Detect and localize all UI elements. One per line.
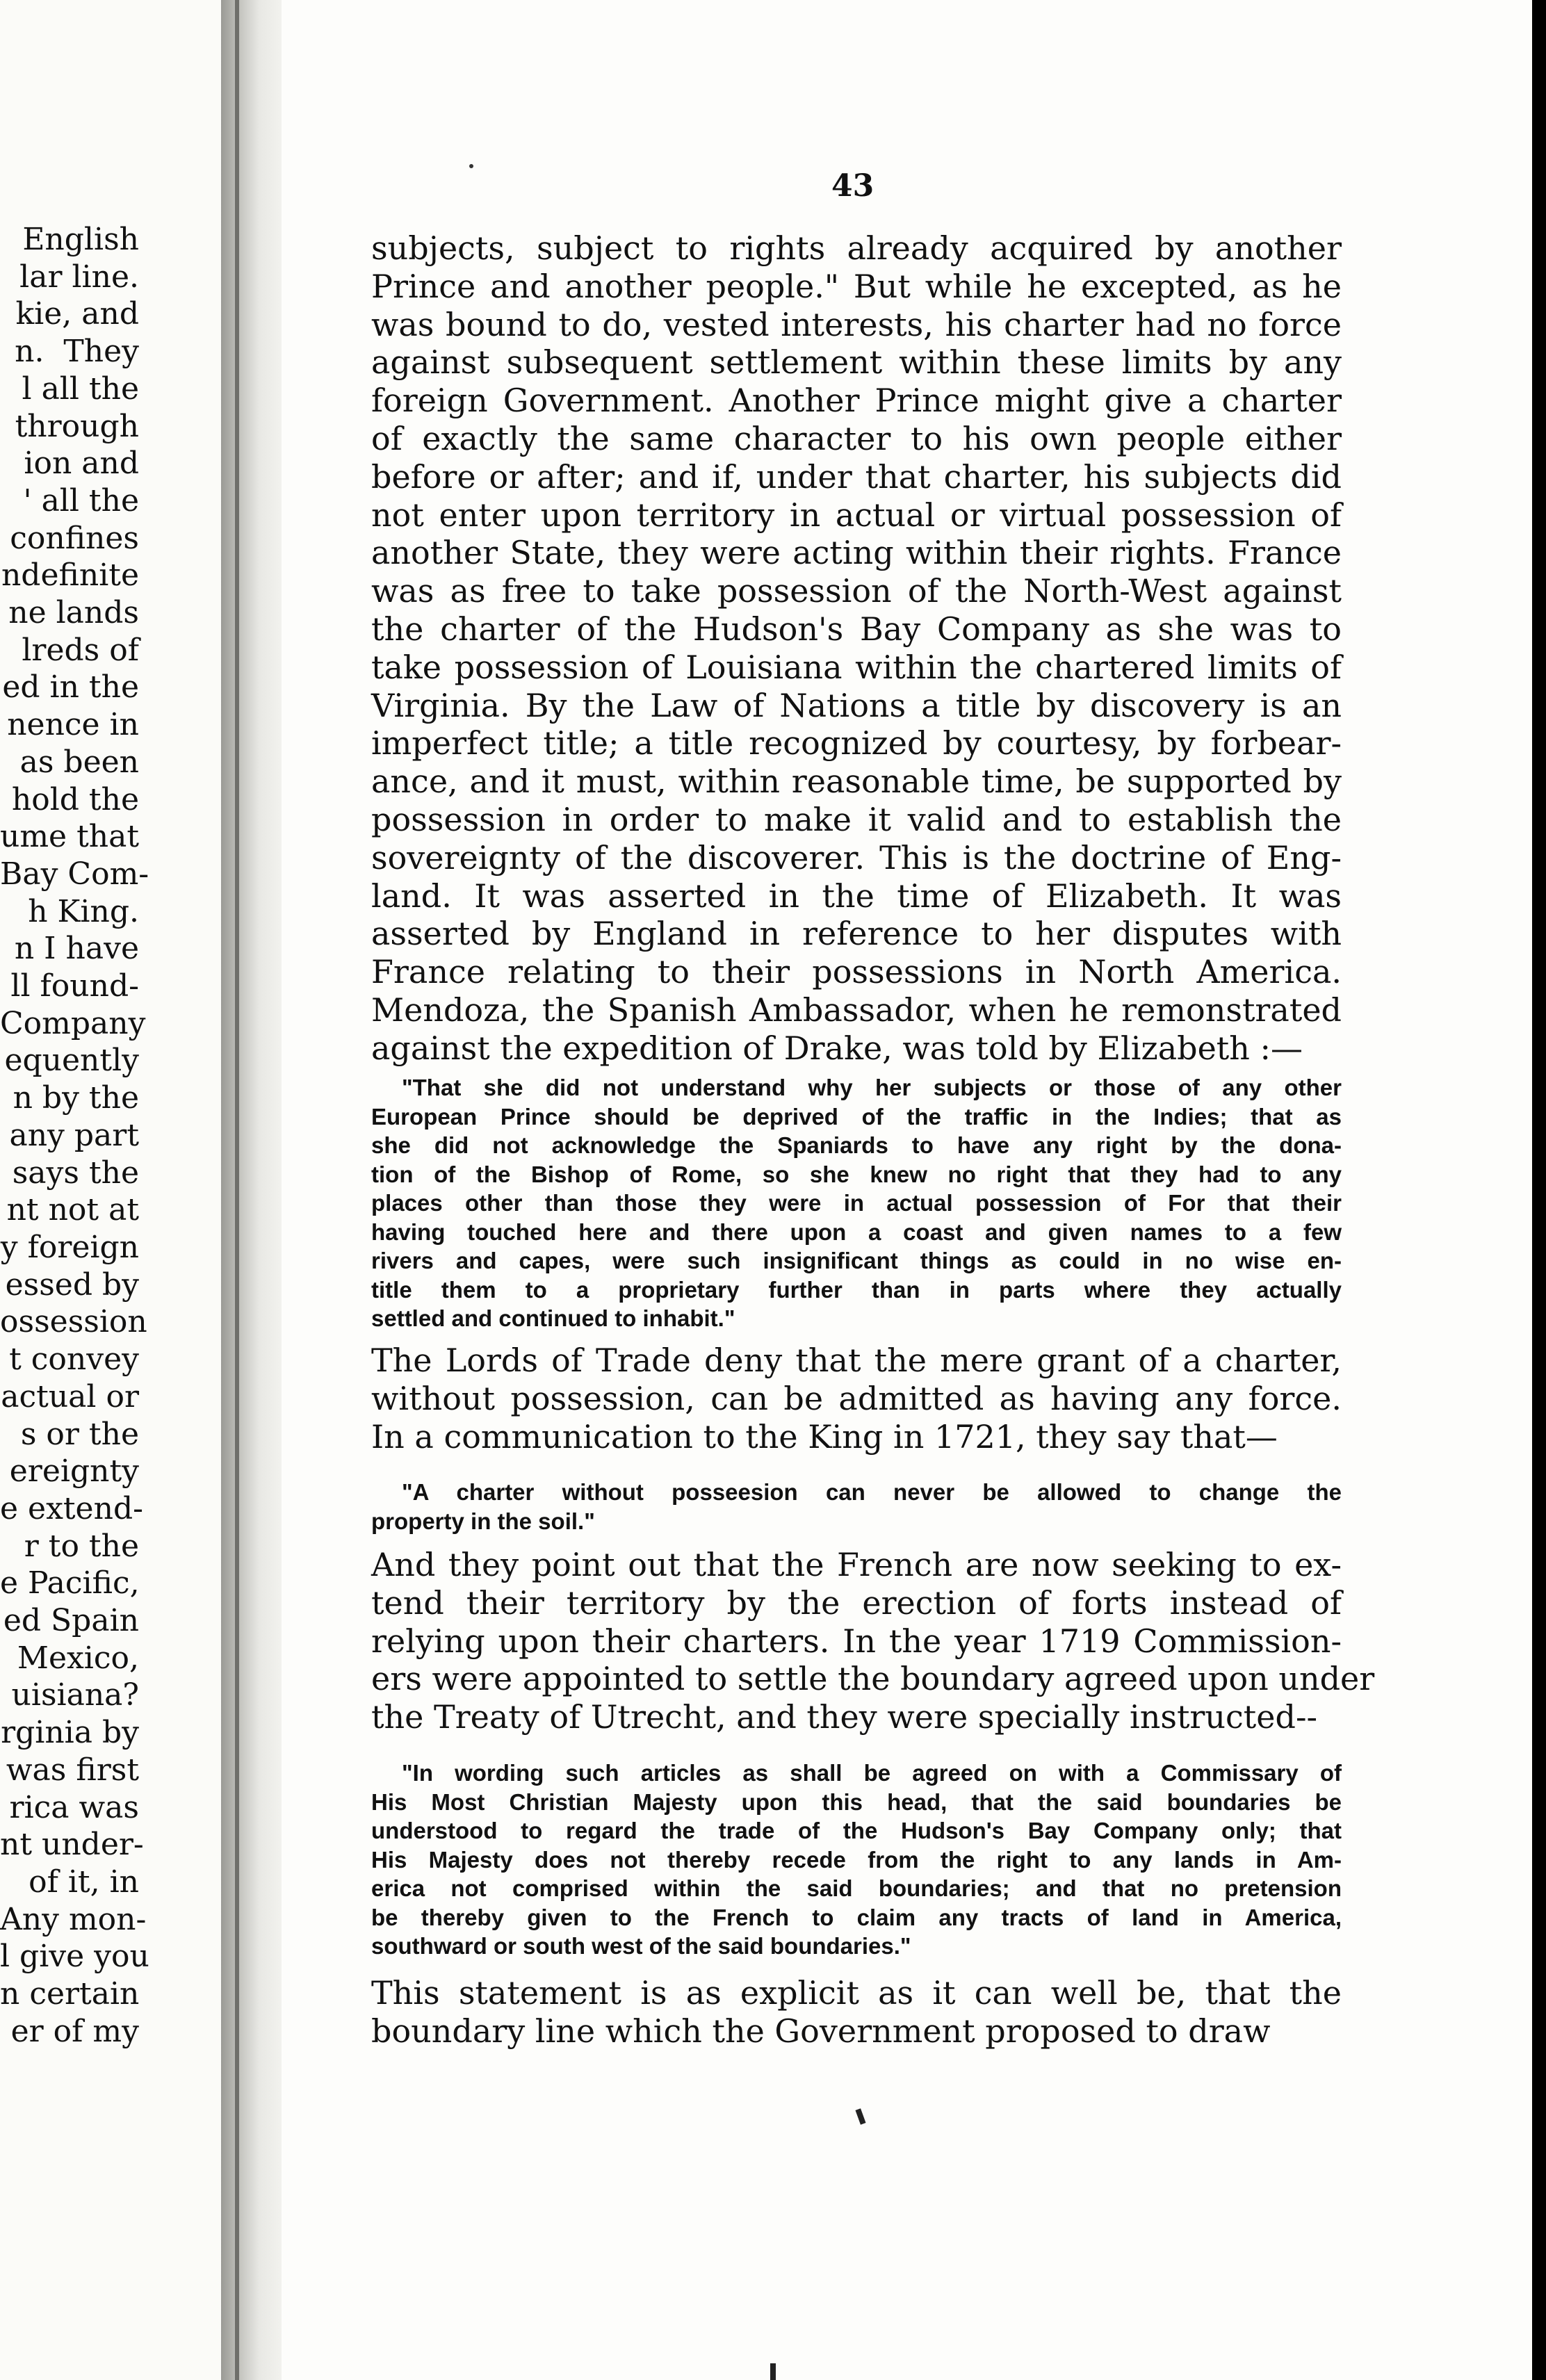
gutter-fold [235, 0, 239, 2380]
left-page-line: ed Spain [3, 1603, 139, 1639]
left-page-line: y foreign [0, 1229, 139, 1265]
left-page-line: e extend- [0, 1490, 143, 1526]
quote-line: "In wording such articles as shall be agreed on with a Commissary of [402, 1760, 1342, 1786]
text-line: the charter of the Hudson's Bay Company as she was to [371, 610, 1342, 648]
quote-line: understood to regard the trade of the Hudson's Bay Company only; that [371, 1818, 1342, 1843]
text-line: France relating to their possessions in North America. [371, 953, 1342, 991]
quote-line: rivers and capes, were such insignificant things as could in no wise en- [371, 1248, 1342, 1273]
text-line: Prince and another people." But while he excepted, as he [371, 267, 1342, 305]
left-page-line: rica was [9, 1789, 139, 1825]
text-line: imperfect title; a title recognized by courtesy, by forbear- [371, 724, 1342, 763]
left-page-line: s or the [20, 1416, 139, 1452]
text-line: was as free to take possession of the North-West against [371, 572, 1342, 610]
left-page [0, 0, 236, 2380]
left-page-line: lar line. [19, 259, 139, 295]
quote-line: property in the soil." [371, 1508, 595, 1534]
text-line: of exactly the same character to his own people either [371, 419, 1342, 457]
left-page-line: Any mon- [0, 1901, 147, 1937]
text-line: another State, they were acting within their rights. France [371, 534, 1342, 572]
left-page-line: ll found- [10, 968, 139, 1004]
left-page-line: er of my [10, 2013, 139, 2049]
left-page-line: uisiana? [11, 1677, 139, 1713]
left-page-line: essed by [5, 1266, 139, 1303]
left-page-line: says the [12, 1155, 139, 1191]
quote-line: southward or south west of the said boundaries." [371, 1933, 911, 1959]
scan-border [1532, 0, 1546, 2380]
quote-line: places other than those they were in actual possession of For that their [371, 1190, 1342, 1216]
left-page-line: lreds of [22, 632, 139, 668]
left-page-line: nt under- [0, 1827, 144, 1863]
quote-line: title them to a proprietary further than in parts where they actually [371, 1276, 1342, 1303]
left-page-text [0, 221, 149, 2050]
text-line: ance, and it must, within reasonable time, be supported by [371, 763, 1342, 801]
left-page-line: nt not at [6, 1192, 139, 1228]
scan-speck [770, 2363, 776, 2380]
left-page-line: l all the [22, 370, 139, 407]
quote-line: settled and continued to inhabit." [371, 1305, 735, 1331]
quote-line: having touched here and there upon a coast and given names to a few [371, 1218, 1342, 1245]
book-gutter [221, 0, 291, 2380]
left-page-line: as been [19, 744, 139, 780]
text-line: tend their territory by the erection of forts instead of [371, 1583, 1342, 1622]
left-page-line: through [15, 408, 139, 444]
left-page-line: Bay Com- [0, 856, 149, 892]
scan-speck [469, 164, 473, 168]
text-line: not enter upon territory in actual or virtual possession of [371, 496, 1342, 534]
text-line: sovereignty of the discoverer. This is the doctrine of Eng- [371, 838, 1342, 877]
text-line: asserted by England in reference to her disputes with [371, 915, 1342, 953]
left-page-line: t convey [9, 1342, 139, 1378]
left-page-line: ume that [0, 819, 140, 855]
left-page-line: n. They [15, 334, 139, 370]
text-line: against subsequent settlement within these limits by any [371, 343, 1342, 382]
text-line: foreign Government. Another Prince might give a charter [371, 382, 1342, 420]
left-page-line: ndefinite [1, 557, 139, 594]
left-page-line: e Pacific, [0, 1565, 140, 1601]
text-line: was bound to do, vested interests, his charter had no force [371, 305, 1342, 343]
text-line: subjects, subject to rights already acquired by another [371, 229, 1342, 267]
text-line: Mendoza, the Spanish Ambassador, when he remonstrated [371, 991, 1342, 1029]
left-page-line: English [22, 222, 139, 257]
block-quote [371, 1073, 1342, 1333]
text-line: against the expedition of Drake, was told by Elizabeth :— [371, 1029, 1303, 1067]
paragraph [371, 1342, 1342, 1456]
paragraph [371, 229, 1342, 1068]
text-line: ers were appointed to settle the boundary agreed upon under [371, 1660, 1375, 1698]
block-quote [371, 1759, 1342, 1961]
left-page-line: actual or [1, 1378, 139, 1415]
left-page-line: Company [0, 1005, 146, 1041]
paragraph [371, 1546, 1375, 1736]
left-page-line: ne lands [8, 595, 139, 631]
left-page-line: n I have [14, 931, 139, 967]
quote-line: erica not comprised within the said boundaries; and that no pretension [371, 1875, 1342, 1901]
page-number: 43 [831, 168, 874, 204]
text-line: boundary line which the Government proposed to draw [371, 2012, 1271, 2050]
text-line: The Lords of Trade deny that the mere grant of a charter, [371, 1342, 1342, 1379]
quote-line: she did not acknowledge the Spaniards to have any right by the dona- [371, 1132, 1342, 1158]
left-page-line: rginia by [1, 1715, 139, 1751]
text-line: before or after; and if, under that charter, his subjects did [371, 457, 1342, 496]
left-page-line: hold the [11, 781, 139, 817]
left-page-line: was first [6, 1752, 139, 1788]
left-page-line: r to the [24, 1528, 139, 1564]
text-line: In a communication to the King in 1721, they say that— [371, 1417, 1278, 1456]
quote-line: tion of the Bishop of Rome, so she knew no right that they had to any [371, 1161, 1342, 1187]
text-line: This statement is as explicit as it can well be, that the [371, 1974, 1342, 2012]
left-page-line: n certain [0, 1976, 140, 2012]
left-page-line: ion and [24, 446, 139, 482]
paragraph [371, 1974, 1342, 2051]
text-line: And they point out that the French are now seeking to ex- [371, 1546, 1342, 1583]
quote-line: "A charter without posseesion can never be allowed to change the [402, 1479, 1342, 1505]
quote-line: His Most Christian Majesty upon this head, that the said boundaries be [371, 1788, 1342, 1815]
left-page-line: n by the [13, 1080, 139, 1116]
left-page-line: ' all the [23, 482, 139, 519]
left-page-line: l give you [0, 1939, 149, 1975]
left-page-line: of it, in [29, 1864, 139, 1900]
left-page-line: equently [4, 1043, 139, 1079]
left-page-line: Mexico, [17, 1640, 139, 1676]
left-page-line: kie, and [15, 296, 139, 332]
quote-line: European Prince should be deprived of the traffic in the Indies; that as [371, 1103, 1342, 1130]
left-page-line: h King. [28, 893, 139, 929]
quote-line: "That she did not understand why her subjects or those of any other [402, 1075, 1342, 1100]
block-quote [371, 1478, 1342, 1535]
left-page-line: nence in [7, 707, 139, 743]
left-page-line: ed in the [2, 669, 139, 706]
text-line: without possession, can be admitted as having any force. [371, 1379, 1342, 1417]
left-page-line: ereignty [9, 1453, 139, 1490]
quote-line: His Majesty does not thereby recede from the right to any lands in Am- [371, 1846, 1342, 1873]
left-page-line: ossession [0, 1304, 147, 1340]
text-line: Virginia. By the Law of Nations a title by discovery is an [371, 686, 1342, 724]
quote-line: be thereby given to the French to claim any tracts of land in America, [371, 1904, 1342, 1930]
text-line: the Treaty of Utrecht, and they were specially instructed-- [371, 1698, 1318, 1736]
text-line: take possession of Louisiana within the chartered limits of [371, 648, 1342, 686]
left-page-line: any part [9, 1117, 139, 1153]
text-line: possession in order to make it valid and to establish the [371, 800, 1342, 838]
left-page-line: confines [10, 520, 139, 556]
text-line: relying upon their charters. In the year 1719 Commission- [371, 1622, 1342, 1660]
text-line: land. It was asserted in the time of Elizabeth. It was [371, 877, 1342, 915]
